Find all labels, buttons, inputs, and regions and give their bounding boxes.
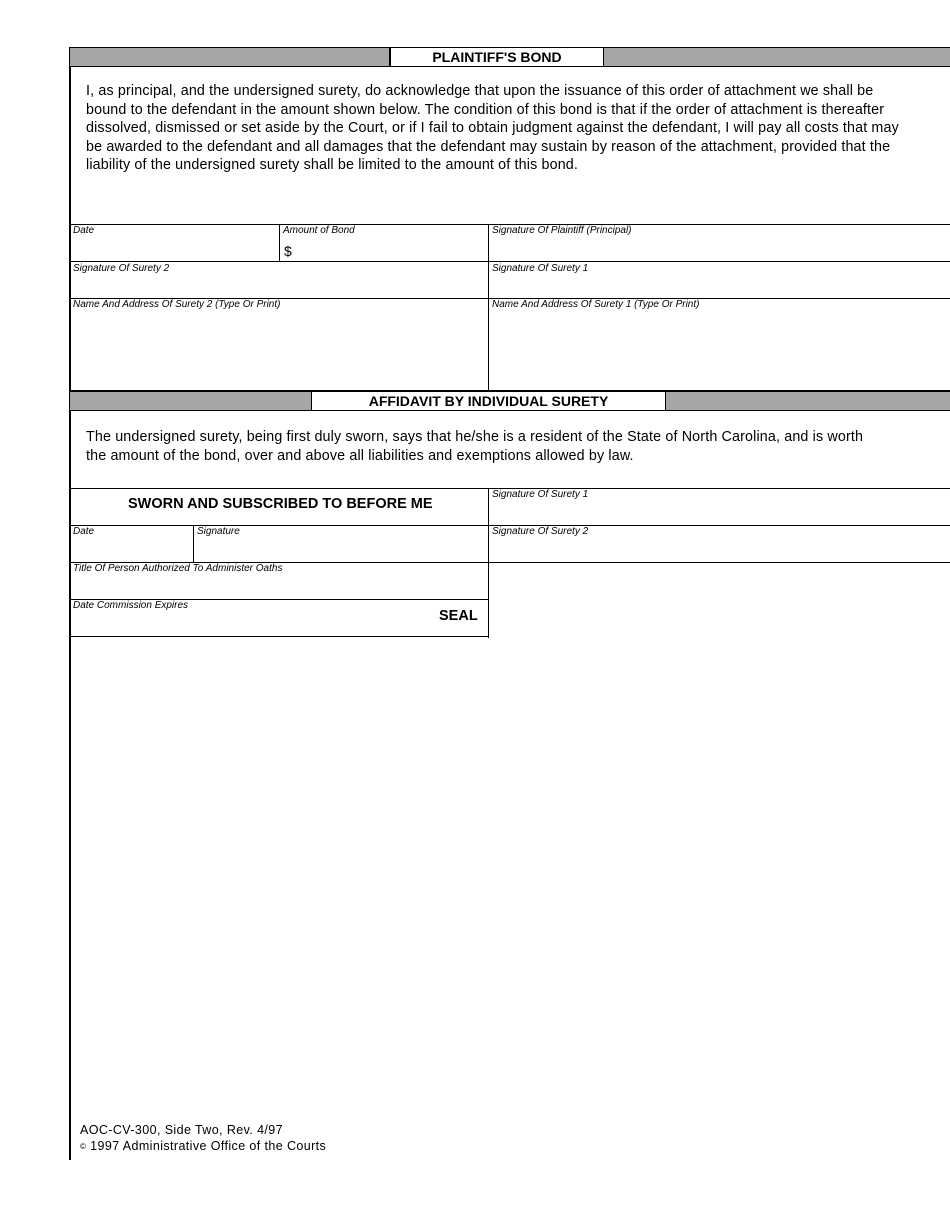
plaintiff-signature-label: Signature Of Plaintiff (Principal): [492, 225, 632, 236]
copyright-text: 1997 Administrative Office of the Courts: [90, 1139, 327, 1153]
copyright-line: [80, 1139, 326, 1153]
bond-grid-divider-amount: [279, 224, 280, 261]
affidavit-surety1-signature-field[interactable]: [490, 501, 948, 524]
bond-paragraph: I, as principal, and the undersigned surety, do acknowledge that upon the issuance of this order of attachment we shall be bound to the defendant in the amount shown below. The condition of this bond is that if the order of attachment is thereafter dissolved, dismissed or set aside by the Court, or if I fail to obtain judgment against the defendant, I will pay all costs that may be awarded to the defendant and all damages that the defendant may sustain by reason of the attachment, provided that the liability of the undersigned surety shall be limited to the amount of this bond.: [86, 83, 899, 174]
commission-expires-field[interactable]: [70, 612, 430, 635]
affidavit-signature-label: Signature: [197, 526, 240, 537]
copyright-symbol: ©: [80, 1142, 87, 1151]
affidavit-header-bottom-rule: [69, 410, 950, 411]
affidavit-header-shade-right: [666, 392, 950, 410]
affidavit-grid-rule-5: [69, 636, 489, 637]
affidavit-header-shade-left: [70, 392, 311, 410]
surety1-name-address-field[interactable]: [490, 312, 948, 388]
form-id: AOC-CV-300, Side Two, Rev. 4/97: [80, 1123, 284, 1137]
surety2-name-address-field[interactable]: [70, 312, 486, 388]
oath-officer-title-field[interactable]: [70, 575, 486, 598]
affidavit-grid-divider-center: [488, 488, 489, 638]
commission-expires-label: Date Commission Expires: [73, 600, 189, 611]
bond-grid-rule-2: [69, 261, 950, 262]
bond-surety2-signature-field[interactable]: [70, 275, 486, 297]
bond-header-bottom-rule: [69, 66, 950, 67]
bond-header-shade-right: [604, 48, 950, 66]
affidavit-paragraph: The undersigned surety, being first duly sworn, says that he/she is a resident of the State of North Carolina, and is worth the amount of the bond, over and above all liabilities and exemptions allowed by law.: [86, 429, 864, 464]
bond-amount-field[interactable]: [296, 237, 486, 260]
bond-amount-label: Amount of Bond: [283, 225, 355, 236]
bond-grid-divider-center: [488, 224, 489, 390]
oath-officer-title-label: Title Of Person Authorized To Administer Oaths: [73, 563, 283, 574]
bond-surety1-signature-field[interactable]: [490, 275, 948, 297]
affidavit-surety2-signature-label: Signature Of Surety 2: [492, 526, 589, 537]
bond-amount-currency: $: [284, 243, 292, 259]
bond-header-shade-left: [70, 48, 389, 66]
bond-header-title: PLAINTIFF'S BOND: [389, 47, 604, 67]
bond-date-field[interactable]: [70, 237, 278, 260]
bond-surety2-signature-label: Signature Of Surety 2: [73, 263, 170, 274]
bond-surety1-signature-label: Signature Of Surety 1: [492, 263, 589, 274]
affidavit-date-field[interactable]: [70, 538, 192, 561]
affidavit-grid-divider-signature: [193, 525, 194, 562]
seal-label: SEAL: [439, 608, 478, 624]
affidavit-surety2-signature-field[interactable]: [490, 538, 948, 561]
sworn-subscribed-heading: SWORN AND SUBSCRIBED TO BEFORE ME: [128, 496, 433, 512]
affidavit-surety1-signature-label: Signature Of Surety 1: [492, 489, 589, 500]
affidavit-header-title: AFFIDAVIT BY INDIVIDUAL SURETY: [311, 391, 666, 411]
left-border: [69, 47, 71, 1160]
surety1-name-address-label: Name And Address Of Surety 1 (Type Or Print): [492, 299, 700, 310]
affidavit-signature-field[interactable]: [195, 538, 486, 561]
plaintiff-signature-field[interactable]: [490, 237, 948, 260]
affidavit-date-label: Date: [73, 526, 95, 537]
surety2-name-address-label: Name And Address Of Surety 2 (Type Or Print): [73, 299, 281, 310]
bond-date-label: Date: [73, 225, 95, 236]
